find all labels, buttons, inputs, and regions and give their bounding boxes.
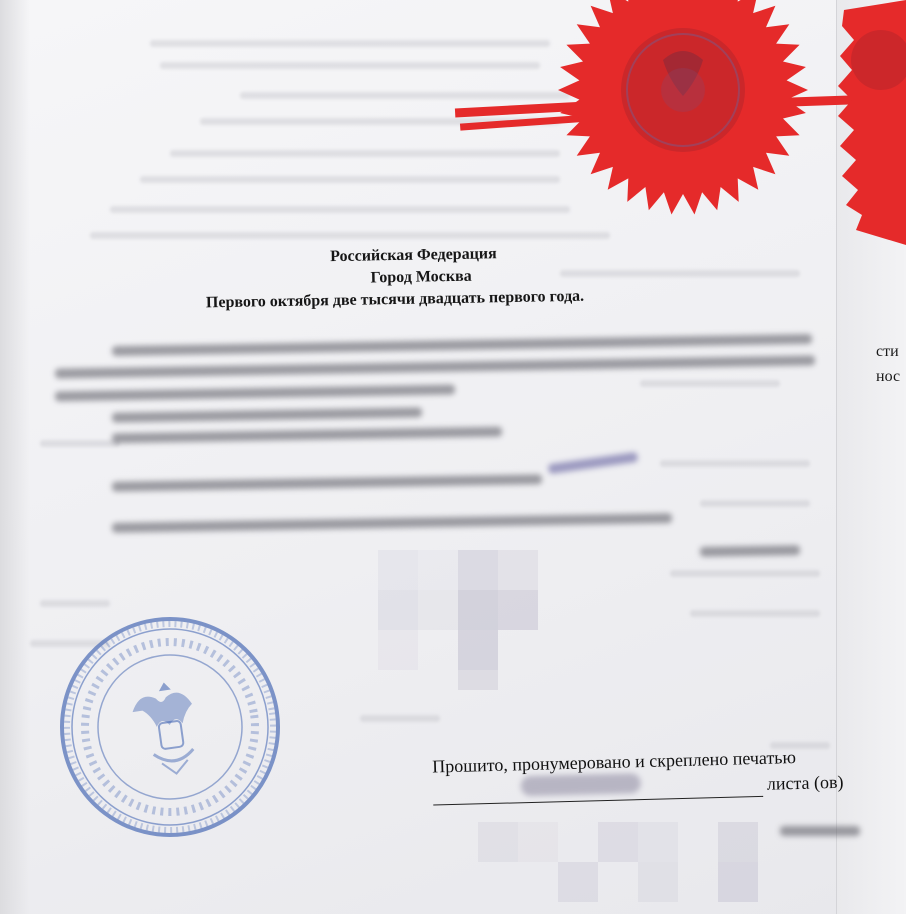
certification-line: Прошито, пронумеровано и скреплено печатью [432,747,797,777]
heading-country: Российская Федерация [330,245,497,266]
red-wax-seal-icon [836,0,906,250]
heading-city: Город Москва [370,267,472,287]
adjacent-page-fragment: нос [876,368,901,385]
heading-date: Первого октября две тысячи двадцать первого года. [205,287,585,312]
show-through-text [140,176,560,183]
show-through-text [110,206,570,213]
show-through-text [160,62,540,69]
redacted-notary-name [780,826,860,836]
adjacent-page-fragment: сти [876,343,899,360]
show-through-text [560,270,800,277]
sheet-shadow-edge [0,0,30,914]
show-through-text [690,610,820,617]
show-through-text [150,40,550,47]
show-through-text [660,460,810,467]
coat-of-arms-stamp-icon [55,612,285,842]
show-through-text [700,500,810,507]
show-through-text [360,715,440,722]
show-through-text [40,600,110,607]
show-through-text [240,92,570,99]
show-through-text [670,570,820,577]
redacted-signature-name [700,545,800,557]
show-through-text [90,232,610,239]
show-through-text [170,150,560,157]
red-wax-seal-icon [545,0,815,230]
sheet-count-suffix: листа (ов) [766,771,844,794]
redacted-sheet-count [521,773,641,796]
show-through-text [640,380,780,387]
show-through-text [40,440,120,447]
